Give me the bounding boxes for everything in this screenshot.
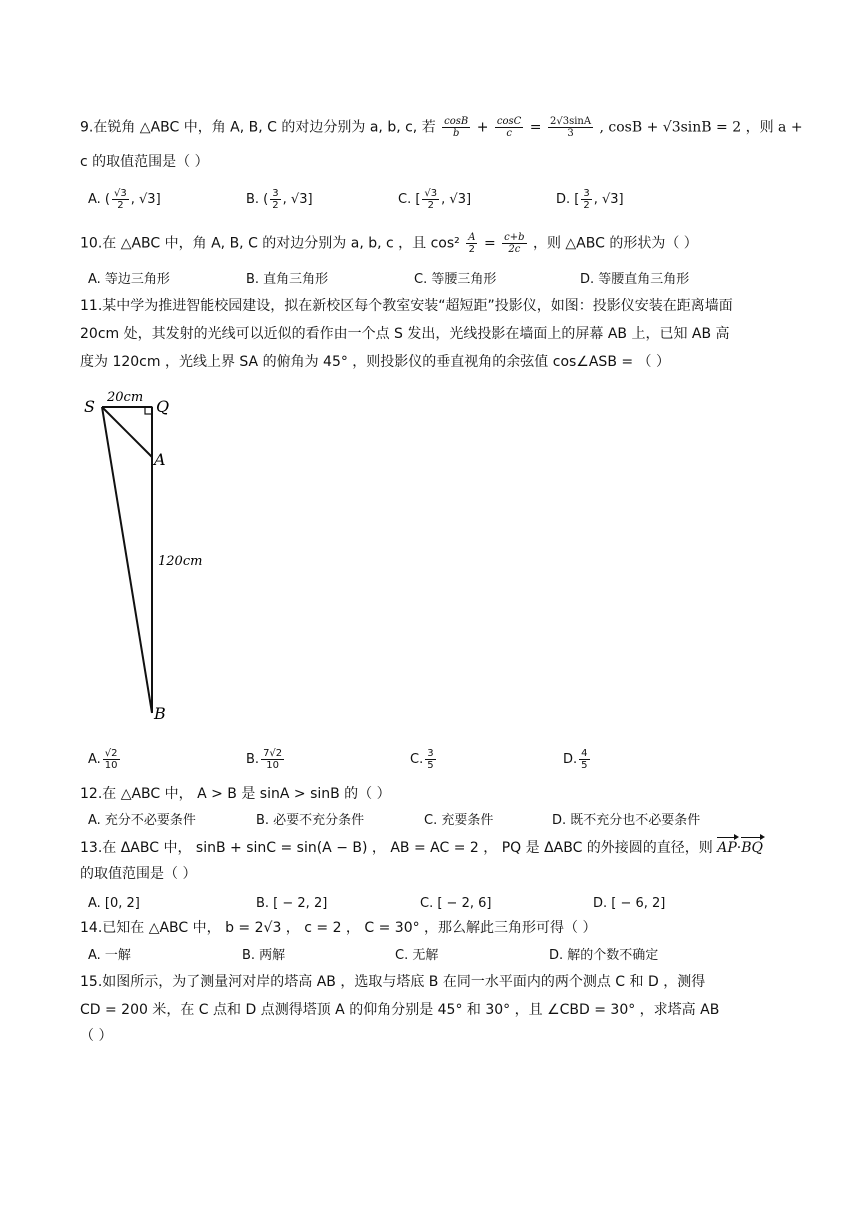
q9-text-a: 9.在锐角 △ABC 中，角 A, B, C 的对边分别为 a, b, c, 若: [80, 119, 436, 136]
right-angle-mark: [145, 407, 152, 414]
q12-option-c[interactable]: C. 充要条件: [424, 813, 494, 828]
q14-option-d[interactable]: D. 解的个数不确定: [549, 948, 659, 963]
q10-option-a[interactable]: A. 等边三角形: [88, 272, 170, 287]
q9-frac-sinA: $\frac{2√3\sin A}{3}$: [549, 116, 592, 139]
q9-frac-cosB-b: $\frac{\cos B}{b}$: [444, 116, 469, 139]
q9-line1: 9.在锐角 △ABC 中，角 A, B, C 的对边分别为 a, b, c, 若 $\frac{\cos B}{b}$ + $\frac{\cos C}{c}$ = $\frac{2√3\sin A}{3}$ , cosB + √3sinB = 2 ，则 a +: [80, 116, 803, 139]
vector-AP: AP: [717, 840, 737, 856]
q13-line2: 的取值范围是（ ）: [80, 866, 197, 882]
figure-label-S: S: [84, 397, 95, 416]
q11-figure: [80, 385, 220, 730]
q11-option-c[interactable]: C. $\frac{3}{5}$: [410, 748, 434, 771]
q14-option-c[interactable]: C. 无解: [395, 948, 439, 963]
q14-option-a[interactable]: A. 一解: [88, 948, 131, 963]
q9-option-a[interactable]: A. ( $\frac{√3}{2}$ , √3]: [88, 188, 161, 211]
q13-line1: 13.在 ΔABC 中， sinB + sinC = sin(A − B) ， AB = AC = 2 ， PQ 是 ΔABC 的外接圆的直径，则 AP·BQ: [80, 840, 764, 856]
figure-label-Q: Q: [156, 397, 170, 416]
q10-line: 10.在 △ABC 中，角 A, B, C 的对边分别为 a, b, c ，且 cos² $\frac{A}{2}$ = $\frac{c+b}{2c}$ ，则 △ABC 的形状为（ ）: [80, 232, 698, 255]
q13-option-d[interactable]: D. [ − 6, 2]: [593, 896, 666, 911]
q14-option-b[interactable]: B. 两解: [242, 948, 286, 963]
q11-option-b[interactable]: B. $\frac{7√2}{10}$: [246, 748, 283, 771]
figure-label-20cm: 20cm: [107, 390, 144, 405]
q13-option-b[interactable]: B. [ − 2, 2]: [256, 896, 328, 911]
q10-option-c[interactable]: C. 等腰三角形: [414, 272, 497, 287]
q11-option-a[interactable]: A. $\frac{√2}{10}$: [88, 748, 118, 771]
q14-line: 14.已知在 △ABC 中， b = 2√3 ， c = 2 ， C = 30° ，那么解此三角形可得（ ）: [80, 920, 597, 936]
q15-line2: CD = 200 米，在 C 点和 D 点测得塔顶 A 的仰角分别是 45° 和 30° ，且 ∠CBD = 30° ，求塔高 AB: [80, 1002, 720, 1018]
figure-label-B: B: [154, 704, 166, 723]
q12-option-b[interactable]: B. 必要不充分条件: [256, 813, 365, 828]
q9-option-c[interactable]: C. [ $\frac{√3}{2}$ , √3]: [398, 188, 472, 211]
q9-option-b[interactable]: B. ( $\frac{3}{2}$ , √3]: [246, 188, 313, 211]
q9-line2: c 的取值范围是（ ）: [80, 154, 209, 170]
q9-frac-cosC-c: $\frac{\cos C}{c}$: [496, 116, 522, 139]
q11-option-d[interactable]: D. $\frac{4}{5}$: [563, 748, 588, 771]
q10-option-b[interactable]: B. 直角三角形: [246, 272, 329, 287]
q12-option-a[interactable]: A. 充分不必要条件: [88, 813, 196, 828]
q11-line1: 11.某中学为推进智能校园建设，拟在新校区每个教室安装“超短距”投影仪，如图：投影仪安装在距离墙面: [80, 298, 733, 314]
q9-text-b: , cosB + √3sinB = 2 ，则 a +: [599, 119, 803, 136]
q9-option-d[interactable]: D. [ $\frac{3}{2}$ , √3]: [556, 188, 624, 211]
q13-option-c[interactable]: C. [ − 2, 6]: [420, 896, 492, 911]
figure-label-A: A: [154, 450, 166, 469]
q12-option-d[interactable]: D. 既不充分也不必要条件: [552, 813, 701, 828]
q15-line1: 15.如图所示，为了测量河对岸的塔高 AB ，选取与塔底 B 在同一水平面内的两个测点 C 和 D ，测得: [80, 974, 706, 990]
vector-BQ: BQ: [741, 840, 764, 856]
q15-line3: （ ）: [80, 1028, 113, 1044]
figure-line-SB: [102, 407, 152, 713]
q10-option-d[interactable]: D. 等腰直角三角形: [580, 272, 690, 287]
figure-label-120cm: 120cm: [158, 554, 203, 569]
q12-line: 12.在 △ABC 中， A > B 是 sinA > sinB 的（ ）: [80, 786, 391, 802]
q11-line3: 度为 120cm ，光线上界 SA 的俯角为 45° ，则投影仪的垂直视角的余弦值 cos∠ASB = （ ）: [80, 354, 671, 370]
q13-option-a[interactable]: A. [0, 2]: [88, 896, 140, 911]
q11-line2: 20cm 处，其发射的光线可以近似的看作由一个点 S 发出，光线投影在墙面上的屏幕 AB 上，已知 AB 高: [80, 326, 730, 342]
